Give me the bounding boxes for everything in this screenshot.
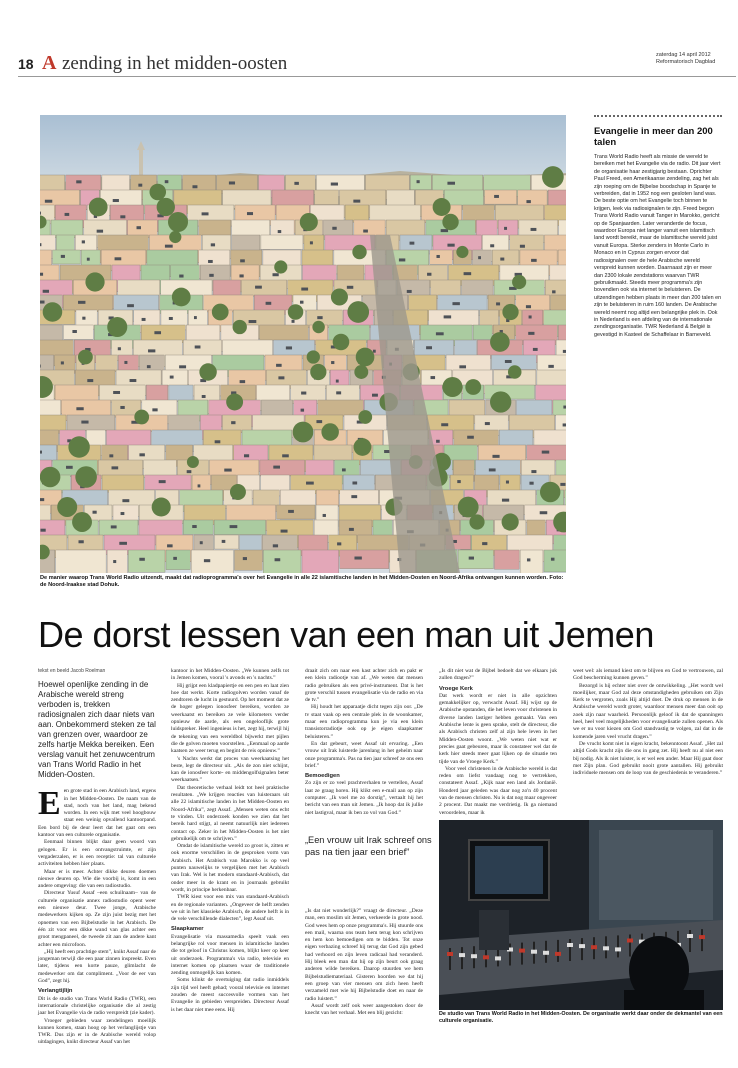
article-paragraph: Eenmaal binnen blijkt daar geen woord van gelogen. Er is een ontvangstruimte, er zijn vergaderzalen, er is een receptie: tal van culturele activiteiten hebben hier plaats. bbox=[38, 839, 156, 868]
section-letter: A bbox=[42, 52, 57, 74]
sidebar-box bbox=[594, 115, 722, 339]
article-paragraph: Vroeger gebieden waar zendelingen moeilijk kunnen komen, staan hoog op het verlanglijstje van TWR. Dus zijn er in de Arabische wereld volop uitdagingen, knikt directeur Assaf van het bbox=[38, 1017, 156, 1046]
article-column-3-continued bbox=[305, 908, 423, 1017]
byline: tekst en beeld Jacob Roelman bbox=[38, 668, 106, 674]
sidebar-title: Evangelie in meer dan 200 talen bbox=[594, 126, 713, 148]
article-paragraph: Maar er is meer. Achter dikke deuren doemen nieuwe deuren op. Wie die voorbij is, komt in een andere omgeving: die van een radiostudio. bbox=[38, 868, 156, 890]
city-illustration bbox=[40, 115, 566, 573]
article-paragraph: Assaf wordt zelf ook weer aangestoken door de knecht van het verhaal. Met een blij gezicht: bbox=[305, 1002, 423, 1017]
article-paragraph: „Is dit niet wat de Bijbel bedoelt dat we elkaars juk zullen dragen?” bbox=[439, 668, 557, 682]
article-column-4 bbox=[439, 668, 557, 817]
article-paragraph: Dat werk wordt er niet in alle opzichten gemakkelijker op, verwacht Assaf. Hij wijst op de Arabische opstanden, die het leven voor christenen in diverse landen lastiger hebben gemaakt. Van een Arabische lente is geen sprake, stelt de directeur, die als Arabisch christen zelf al zijn hele leven in het Midden-Oosten woont. „We weten niet wat er precies gaat gebeuren, maar ik constateer wel dat de kerk hier steeds meer gaat lijken op de situatie ten tijde van de Vroege Kerk.” bbox=[439, 692, 557, 765]
subheading: Bemoedigen bbox=[305, 773, 340, 780]
studio-photo bbox=[439, 820, 723, 1010]
article-paragraph: kantoor in het Midden-Oosten. „We kunnen zelfs tot in Jemen komen, vooral 's avonds en 's nachts.” bbox=[171, 668, 289, 682]
pull-quote: „Een vrouw uit Irak schreef ons pas na tien jaar een brief” bbox=[305, 835, 432, 857]
paper-name: Reformatorisch Dagblad bbox=[656, 59, 716, 65]
sidebar-divider bbox=[594, 115, 722, 119]
article-paragraph: Bezorgd is hij echter niet over de ontwikkeling. „Het wordt wel moeilijker, maar God zal deze omstandigheden gebruiken om Zijn Kerk te vergroten, zoals Hij altijd doet. De druk op mensen in de Arabische wereld wordt groter, waardoor mensen meer dan ooit op zoek zijn naar waarheid. Persoonlijk geloof ik dat de spanningen heel, heel veel mogelijkheden voor evangelisatie zullen openen. Als we er nu voor kiezen om God standvastig te volgen, zal dat in de komende jaren veel vrucht dragen.” bbox=[573, 682, 723, 740]
studio-caption: De studio van Trans World Radio in het Midden-Oosten. De organisatie werkt daar onder de dekmantel van een culturele organisatie. bbox=[439, 1011, 723, 1024]
article-column-2 bbox=[171, 668, 289, 1014]
issue-meta bbox=[656, 52, 736, 66]
article-column-5 bbox=[573, 668, 723, 777]
subheading: Slaapkamer bbox=[171, 926, 204, 933]
drop-cap: E bbox=[38, 785, 61, 823]
subheading: Vroege Kerk bbox=[439, 685, 473, 692]
article-paragraph: Soms klinkt de overtuiging dat radio inmiddels zijn tijd wel heeft gehad; vooral televisie en internet zouden de meest succesvolle vormen van het Evangelie in gebieden verspreiden. Directeur Assaf is het daar niet mee eens. Hij bbox=[171, 977, 289, 1013]
photo-caption: De manier waarop Trans World Radio uitzendt, maakt dat radioprogramma's over het Evangelie in alle 22 islamitische landen in het Midden-Oosten en Noord-Afrika ontvangen kunnen worden. Foto: de Noord-Iraakse stad Dohuk. bbox=[40, 575, 564, 588]
article-paragraph: Hij houdt het apparaatje dicht tegen zijn oor. „De tv staat vaak op een centrale plek in de woonkamer, maar een radioprogramma kun je via een klein transistorradiotje ook op je eigen slaapkamer beluisteren.” bbox=[305, 704, 423, 740]
article-intro: Hoewel openlijke zending in de Arabische wereld streng verboden is, trekken radiosignalen zich daar niets van aan. Onbekommerd steken ze tal van grenzen over, waardoor ze zelfs hartje Mekka bereiken. Een verslag vanuit het zenuwcentrum van Trans World Radio in het Midden-Oosten. bbox=[38, 680, 156, 780]
article-paragraph: Zo zijn er zo veel prachtverhalen te vertellen, Assaf laat ze graag horen. Hij klikt een e-mail aan op zijn computer. „Ik voel me zo dorstig”, vertaalt hij het bericht van een man uit Jemen. „Ik hoop dat ik jullie niet lastigval, maar ik ben zo vol van God.” bbox=[305, 780, 423, 816]
article-column-1 bbox=[38, 668, 156, 1047]
headline: De dorst lessen van een man uit Jemen bbox=[38, 614, 654, 655]
article-paragraph: Dit is de studio van Trans World Radio (TWR), een internationale christelijke organisatie die al zestig jaar het Evangelie via de radio verspreidt (zie kader). bbox=[38, 995, 156, 1017]
article-paragraph: Dat theoretische verhaal leidt tot heel praktische resultaten. „We krijgen reacties van luisteraars uit alle 22 islamitische landen in het Midden-Oosten en Noord-Afrika”, zegt Assaf. „Mensen weten ons echt te vinden. Uit onderzoek konden we zien dat het bereik hard stijgt, al neemt natuurlijk niet iedereen contact op. Zeker in het Midden-Oosten is het niet gebruikelijk om te schrijven.” bbox=[171, 784, 289, 842]
article-paragraph: En dat gebeurt, weet Assaf uit ervaring. „Een vrouw uit Irak luisterde jarenlang in het geheim naar onze programma's. Pas na tien jaar schreef ze ons een brief.” bbox=[305, 740, 423, 769]
article-paragraph: TWR kiest voor een mix van standaard-Arabisch en de regionale varianten. „Ongeveer de helft zenden we uit in het klassieke Arabisch, de andere helft is in de vele verschillende dialecten”, legt Assaf uit. bbox=[171, 894, 289, 923]
article-paragraph: Voor veel christenen in de Arabische wereld is dat reden om liefst vandaag nog te vertrekken, constateert Assaf. „Kijk naar een land als Jordanië. Honderd jaar geleden was daar nog zo'n 40 procent van de mensen christen. Nu is dat nog maar ongeveer 2 procent. Dat maakt me verdrietig. Ik ga niemand veroordelen, maar ik bbox=[439, 765, 557, 816]
article-paragraph: Een grote stad in een Arabisch land, ergens in het Midden-Oosten. De naam van de stad, noch van het land, mag bekend worden. In een wijk met veel hoogbouw staat een weinig opvallend kantoorpand. Een bord bij de deur leert dat het gaat om een kantoor van een culturele organisatie. bbox=[38, 785, 156, 839]
studio-illustration bbox=[439, 820, 723, 1010]
masthead bbox=[18, 52, 736, 76]
subheading: Verlangtijlijn bbox=[38, 988, 73, 995]
article-paragraph: De vrucht komt niet in eigen kracht, bekenntoont Assaf. „Het zal altijd Gods kracht zijn die ons in gang zet. Hij heeft nu al niet een bij nodig. Als ik niet luister, is er wel een ander. Maar Hij gaat door met Zijn plan. God gebruikt nooit grote aantallen. Hij gebruikt individuele mensen om de loop van de geschiedenis te veranderen.” bbox=[573, 740, 723, 777]
page-number: 18 bbox=[18, 56, 34, 72]
article-paragraph: Hij grijpt een kladpapiertje en een pen en laat zien hoe dat werkt. Korte radiogolven worden vanaf de zendtoren de lucht in gestuurd. Op het moment dat ze de hoger gelegen ionosfeer bereiken, worden ze weerkaatst en bereiken ze vele kilometers verder opnieuw de aarde, als een ongelooflijk grote luidspreker. Heel ingenieus is het, zegt hij, terwijl hij de tekening van een wereldbol bijwerkt met pijlen die de golven moeten voorstellen. „Eenmaal op aarde kaatsen ze weer terug en begint de reis opnieuw.” bbox=[171, 682, 289, 755]
article-paragraph: Directeur Yusuf Assaf –een schuilnaam– van de culturele organisatie annex radiostudio opent weer een nieuwe deur. Twee jonge, Arabische medewerkers kijken op. Ze zijn juist bezig met het opnemen van een Bijbelstudie in het Arabisch. De één zit voor een dikke wand van glas achter een groot mengpaneel, de tweede zit aan de andere kant achter een microfoon. bbox=[38, 890, 156, 948]
article-paragraph: Omdat de islamitische wereld zo groot is, zitten er ook enorme verschillen in de gesproken vorm van Arabisch. Het Arabisch van Marokko is op veel punten nauwelijks te vergelijken met het Arabisch van Irak. Wel is het modern standaard-Arabisch, dat onder meer in de krant en in journaals gebruikt wordt, in principe herkenbaar. bbox=[171, 843, 289, 893]
sidebar-body: Trans World Radio heeft als missie de wereld te bereiken met het Evangelie via de radio. Dit jaar viert de organisatie haar zestigjarig bestaan. Oprichter Paul Freed, een Amerikaanse zendeling, zag het als zijn roeping om de Bijbelse boodschap in Spanje te verbreiden, dat in 1952 nog een gesloten land was. De beste optie om het Evangelie toch binnen te krijgen, leek via radiosignalen te zijn. Freed begon Trans World Radio vanuit Tanger in Marokko, gericht op de Spanjaarden. Later veranderde de focus, waardoor Europa niet langer vanuit een islamitisch land wordt bereikt, maar de islamitische wereld juist vanuit Europa. Sterke zenders in Monte Carlo in Monaco en in Cyprus zorgen ervoor dat radiosignalen over de hele Arabische wereld verspreid kunnen worden. Daarnaast zijn er meer dan 2300 lokale zendstations waarvan TWR gebruikmaakt. Steeds meer programma's zijn bovendien ook via internet te beluisteren. De uitzendingen hebben plaats in meer dan 200 talen en zijn te beluisteren in ruim 160 landen. De Arabische wereld neemt nog altijd een belangrijke plek in. Ook in Nederland is een afdeling van de internationale zendingsorganisatie. TWR Nederland & België is gevestigd in Kasteel de Schaffelaar in Barneveld. bbox=[594, 154, 722, 338]
issue-date: zaterdag 14 april 2012 bbox=[656, 52, 711, 58]
city-photo bbox=[40, 115, 566, 573]
article-column-3 bbox=[305, 668, 423, 817]
article-paragraph: draait zich om naar een kast achter zich en pakt er een klein radiootje van af. „We weten dat mensen radio gebruiken als een privé-instrument. Dat is het grote verschil tussen evangelisatie via de radio en via de tv.” bbox=[305, 668, 423, 704]
section-title: zending in het midden-oosten bbox=[62, 53, 288, 74]
article-paragraph: 's Nachts werkt dat proces van weerkaatsing het beste, legt de directeur uit. „Als de zon niet schijnt, kan de ionosfeer korte- en middengolfsignalen beter weerkaatsen.” bbox=[171, 755, 289, 784]
article-paragraph: weet wel: als iemand kiest om te blijven en God te vertrouwen, zal God bescherming kunnen geven.” bbox=[573, 668, 723, 682]
article-paragraph: „Hij heeft een prachtige stem”, knikt Assaf naar de jongeman terwijl die een paar zinnen inspreekt. Even later, tijdens een korte pauze, glimlacht de medewerker om dat compliment. „Voor de eer van God”, zegt hij. bbox=[38, 948, 156, 985]
header-rule bbox=[18, 76, 736, 77]
article-paragraph: „Is dat niet wonderlijk?” vraagt de directeur. „Deze man, een moslim uit Jemen, verkeerde in grote nood. God wees hem op onze programma's. Hij stuurde ons een mail, waarna ons team hem terug kon schrijven en hem kon bemoedigen om te bidden. Tot onze eigen verbazing schreef hij terug dat God zijn gebed had verhoord en zijn leven radicaal had veranderd. Hij bleek een man dat hij op zijn beurt ook graag anderen wilde bereiken. Daarop stuurden we hem Bijbelstudiemateriaal. Gisteren hoorden we dat hij een groep van vier mensen om zich heen heeft verzameld met wie hij Bijbelstudie doet en naar de radio luistert.” bbox=[305, 908, 423, 1002]
article-paragraph: Evangelisatie via massamedia speelt vaak een belangrijke rol voor mensen in islamitische landen die tot geloof in Christus komen, blijkt keer op keer uit onderzoek. Programma's via radio, televisie en internet komen op plaatsen waar de traditionele zending onmogelijk kan komen. bbox=[171, 933, 289, 977]
